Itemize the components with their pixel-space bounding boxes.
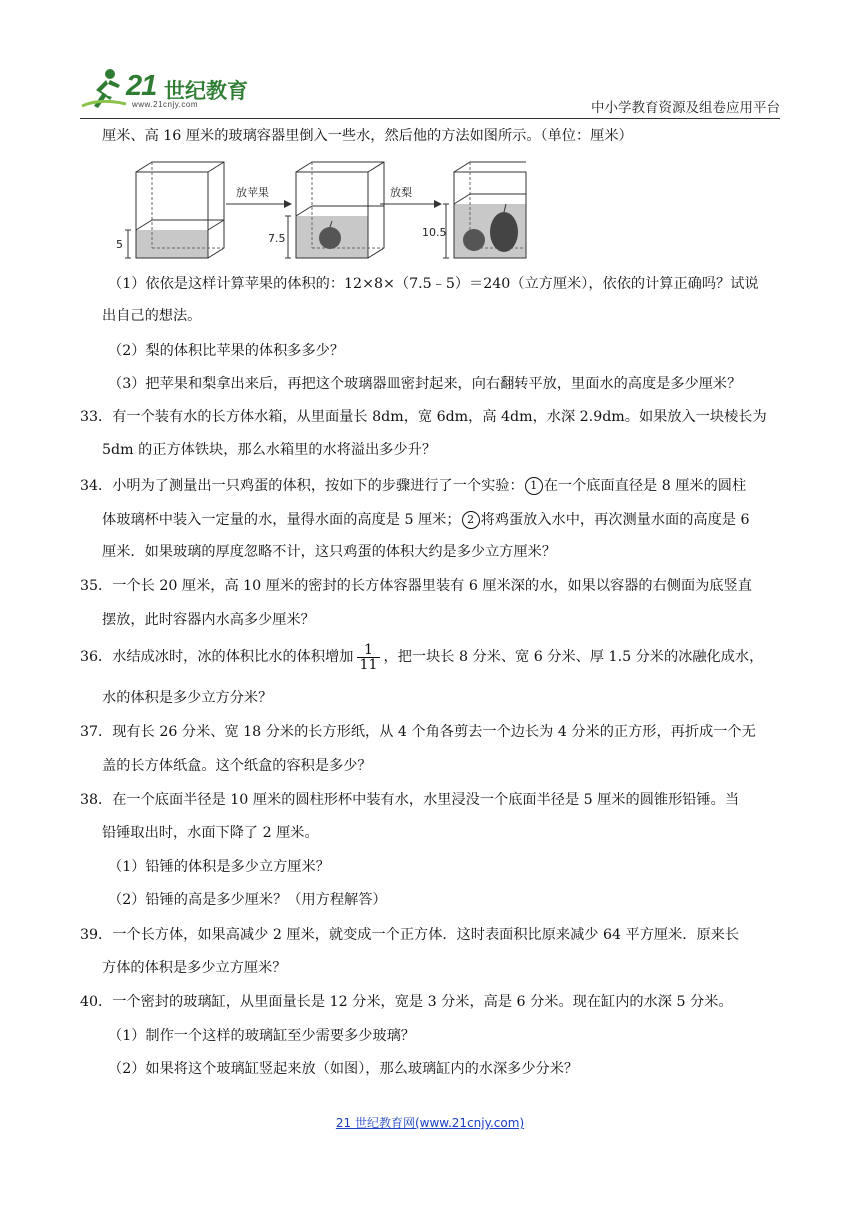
q36-line1-b: ，把一块长 8 分米、宽 6 分米、厚 1.5 分米的冰融化成水， [383,649,764,665]
q39-line1: 39．一个长方体，如果高减少 2 厘米，就变成一个正方体．这时表面积比原来减少 64 平方厘米．原来长 [80,927,740,943]
q32-figure [108,158,528,264]
q36-line1-a: 36．水结成冰时，冰的体积比水的体积增加 [80,649,354,665]
arrow-put-apple [226,185,292,208]
container-2 [268,162,384,258]
q37-line1: 37．现有长 26 分米、宽 18 分米的长方形纸，从 4 个角各剪去一个边长为 4 分米的正方形，再折成一个无 [80,724,756,740]
apple-icon [319,227,341,249]
q33-line2: 5dm 的正方体铁块，那么水箱里的水将溢出多少升？ [102,442,437,458]
q39-line2: 方体的体积是多少立方厘米？ [102,960,287,976]
arrow-put-pear [380,185,442,208]
platform-title: 中小学教育资源及组卷应用平台 [591,100,780,116]
q38-line1: 38．在一个底面半径是 10 厘米的圆柱形杯中装有水，水里浸没一个底面半径是 5 厘米的圆锥形铅锤。当 [80,792,740,808]
q37-line2: 盖的长方体纸盒。这个纸盒的容积是多少？ [102,758,372,774]
q34-line2-a: 体玻璃杯中装入一定量的水，量得水面的高度是 5 厘米； [102,512,461,528]
q38-line2: 铅锤取出时，水面下降了 2 厘米。 [102,825,319,841]
q38-part1: （1）铅锤的体积是多少立方厘米？ [108,859,330,875]
footer-link[interactable]: 21 世纪教育网(www.21cnjy.com) [335,1116,525,1130]
header-divider [80,118,780,119]
q32-part2: （2）梨的体积比苹果的体积多多少？ [108,343,345,359]
q35-line1: 35．一个长 20 厘米，高 10 厘米的密封的长方体容器里装有 6 厘米深的水，如果以容器的右侧面为底竖直 [80,578,752,594]
logo-text: 世纪教育 [164,79,248,103]
container-3 [422,162,526,258]
q32-part1-line1: （1）依依是这样计算苹果的体积的：12×8×（7.5﹣5）＝240（立方厘米），依依的计算正确吗？试说 [108,276,759,292]
logo-number: 21 [126,70,157,102]
q34-line2-b: 将鸡蛋放入水中，再次测量水面的高度是 6 [480,512,750,528]
q36-line1 [80,642,763,672]
fraction-one-eleventh [357,643,379,672]
step-1-marker: 1 [525,477,543,495]
step-2-marker: 2 [462,511,480,529]
q36-line2: 水的体积是多少立方分米？ [102,690,273,706]
height-label-5: 5 [116,238,123,251]
height-label-10-5: 10.5 [422,226,447,239]
container-1 [116,162,224,258]
q33-line1: 33．有一个装有水的长方体水箱，从里面量长 8dm，宽 6dm，高 4dm，水深 2.9dm。如果放入一块棱长为 [80,409,767,425]
q32-intro: 厘米、高 16 厘米的玻璃容器里倒入一些水，然后他的方法如图所示。（单位：厘米） [102,128,633,144]
q34-line3: 厘米．如果玻璃的厚度忽略不计，这只鸡蛋的体积大约是多少立方厘米？ [102,544,557,560]
frac-denominator: 11 [359,656,378,673]
arrow-label-apple: 放苹果 [236,186,269,199]
runner-logo-icon [80,66,128,112]
q40-part1: （1）制作一个这样的玻璃缸至少需要多少玻璃？ [108,1028,415,1044]
logo-url: www.21cnjy.com [132,100,198,109]
q34-line1-a: 34．小明为了测量出一只鸡蛋的体积，按如下的步骤进行了一个实验： [80,478,524,494]
q38-part2: （2）铅锤的高是多少厘米？（用方程解答） [108,892,387,908]
q34-line1 [80,476,746,496]
q34-line1-b: 在一个底面直径是 8 厘米的圆柱 [543,478,747,494]
q40-part2: （2）如果将这个玻璃缸竖起来放（如图），那么玻璃缸内的水深多少分米？ [108,1061,579,1077]
q35-line2: 摆放，此时容器内水高多少厘米？ [102,612,315,628]
site-logo[interactable] [80,66,270,114]
height-label-7-5: 7.5 [268,232,286,245]
frac-numerator: 1 [357,643,379,658]
q40-line1: 40．一个密封的玻璃缸，从里面量长是 12 分米，宽是 3 分米，高是 6 分米。现在缸内的水深 5 分米。 [80,994,733,1010]
pear-icon [490,212,518,252]
q32-part1-line2: 出自己的想法。 [102,308,202,324]
page-header [80,66,780,118]
apple-icon-2 [463,229,485,251]
q34-line2 [102,510,749,530]
q32-part3: （3）把苹果和梨拿出来后，再把这个玻璃器皿密封起来，向右翻转平放，里面水的高度是多少厘米？ [108,376,742,392]
arrow-label-pear: 放梨 [390,186,412,199]
